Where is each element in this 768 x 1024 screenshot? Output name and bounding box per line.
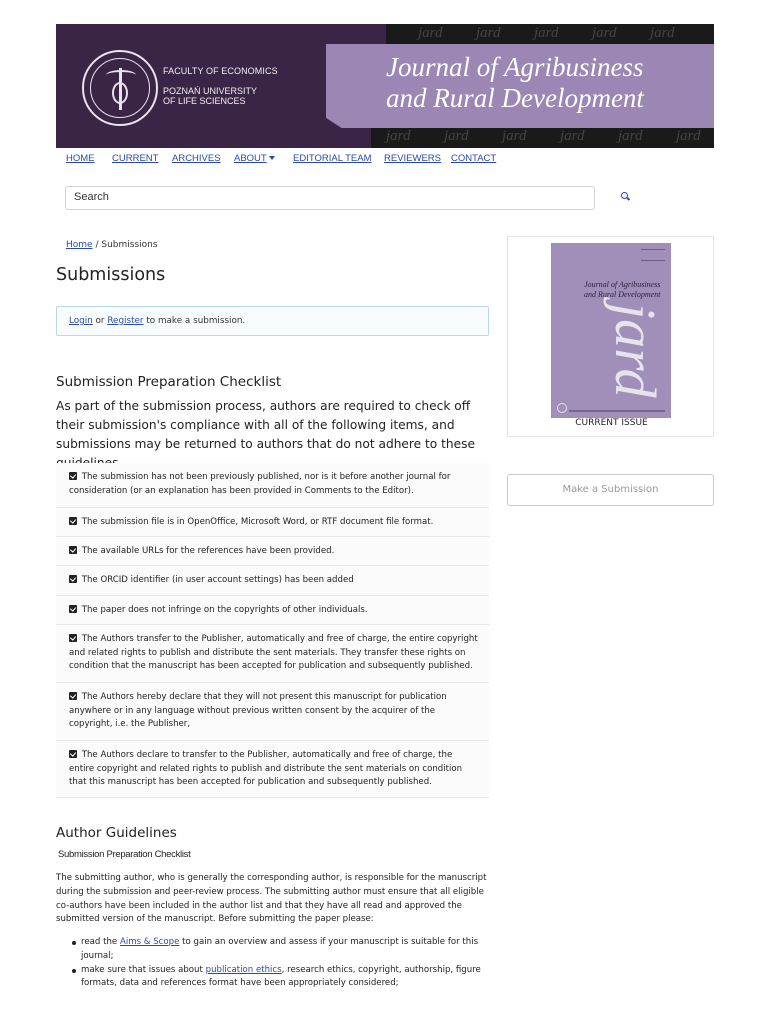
faculty-name: FACULTY OF ECONOMICS [163,66,278,76]
author-guidelines-heading: Author Guidelines [56,825,177,841]
search-input[interactable]: Search [65,186,595,210]
page-title: Submissions [56,265,166,285]
checklist-item: The Authors hereby declare that they will not present this manuscript for publication anywhere or in any language without previous written consent by the acquirer of the copyright, i.e. the Publisher, [56,683,489,741]
current-issue-cover[interactable] [551,243,671,418]
nav-about[interactable]: ABOUT [234,153,275,164]
watermark-text: jard [476,25,501,41]
checkbox-checked-icon [69,546,77,554]
watermark-text: jard [560,128,585,144]
login-notice [56,306,489,336]
chevron-down-icon [269,156,275,160]
checklist-intro: As part of the submission process, authors are required to check off their submission's compliance with all of the following items, and submissions may be returned to authors that do not adhere to these [56,399,475,451]
checklist-item: The available URLs for the references have been provided. [56,537,489,566]
cover-title: Journal of Agribusiness and Rural Development [584,280,661,299]
nav-home[interactable]: HOME [66,153,95,164]
login-notice-text: to make a submission. [146,316,246,326]
current-issue-label: CURRENT ISSUE [575,418,648,428]
checklist-item: The submission has not been previously published, nor is it before another journal for consideration (or an explanation has been provided in Comments to the Editor). [56,463,489,508]
checkbox-checked-icon [69,750,77,758]
current-issue-block [507,236,714,437]
university-name: POZNAŃ UNIVERSITY OF LIFE SCIENCES [163,86,258,106]
banner-strip-bottom [371,128,714,148]
watermark-text: jard [444,128,469,144]
watermark-text: jard [386,128,411,144]
nav-editorial-team[interactable]: EDITORIAL TEAM [293,153,372,164]
university-seal-icon[interactable] [82,50,158,126]
login-notice-text: or [95,316,105,326]
breadcrumb-separator: / [95,240,99,250]
checkbox-checked-icon [69,472,77,480]
watermark-text: jard [592,25,617,41]
guidelines-paragraph: The submitting author, who is generally the corresponding author, is responsible for the manuscript during the submission and peer-review process. The submitting author must ensure that all eligible co-authors have been included in the author list and that they have all read and approved the submitted version of the manuscript. Before submitting the paper please: [56,873,487,925]
cover-decoration [569,410,665,412]
checklist-item: The Authors declare to transfer to the Publisher, automatically and free of charge, the entire copyright and related rights to publish and distribute the sent materials on condition that this manuscript has been accepted for publication and subsequently published. [56,741,489,798]
nav-current[interactable]: CURRENT [112,153,159,164]
checklist-item: The submission file is in OpenOffice, Microsoft Word, or RTF document file format. [56,508,489,537]
checklist-item: The paper does not infringe on the copyrights of other individuals. [56,596,489,625]
watermark-text: jard [650,25,675,41]
header-banner [56,24,714,148]
nav-archives[interactable]: ARCHIVES [172,153,221,164]
checklist-heading: Submission Preparation Checklist [56,374,282,390]
checklist-item: The ORCID identifier (in user account settings) has been added [56,566,489,596]
publication-ethics-link[interactable]: publication ethics [205,964,282,975]
cover-emblem-icon [557,403,567,413]
checklist-item: The Authors transfer to the Publisher, automatically and free of charge, the entire copyright and related rights to publish and distribute the sent materials. They transfer these rights on condition that the manuscript has been accepted for publication and subsequently published. [56,625,489,683]
watermark-text: jard [534,25,559,41]
breadcrumb-home-link[interactable]: Home [66,240,93,250]
watermark-text: jard [418,25,443,41]
list-item: make sure that issues about publication ethics, research ethics, copyright, authorship, figure formats, data and references format have been appropriately considered; [56,964,492,992]
checkbox-checked-icon [69,634,77,642]
watermark-text: jard [618,128,643,144]
register-link[interactable]: Register [107,316,144,326]
cover-decoration [641,249,665,261]
cover-logo: jard [603,303,668,398]
guidelines-list [56,936,492,991]
list-item: read the Aims & Scope to gain an overview and assess if your manuscript is suitable for this journal; [56,936,492,964]
breadcrumb-current: Submissions [101,240,158,250]
checkbox-checked-icon [69,575,77,583]
watermark-text: jard [502,128,527,144]
make-submission-button[interactable]: Make a Submission [507,474,714,506]
aims-scope-link[interactable]: Aims & Scope [119,937,180,947]
login-link[interactable]: Login [69,316,93,326]
journal-title[interactable]: Journal of Agribusiness and Rural Development [386,52,644,113]
search-icon[interactable] [621,192,628,199]
checkbox-checked-icon [69,692,77,700]
nav-contact[interactable]: CONTACT [451,153,497,164]
watermark-text: jard [676,128,701,144]
checkbox-checked-icon [69,517,77,525]
checkbox-checked-icon [69,605,77,613]
guidelines-subtitle: Submission Preparation Checklist [58,849,191,860]
breadcrumb [66,240,158,250]
nav-reviewers[interactable]: REVIEWERS [384,153,442,164]
